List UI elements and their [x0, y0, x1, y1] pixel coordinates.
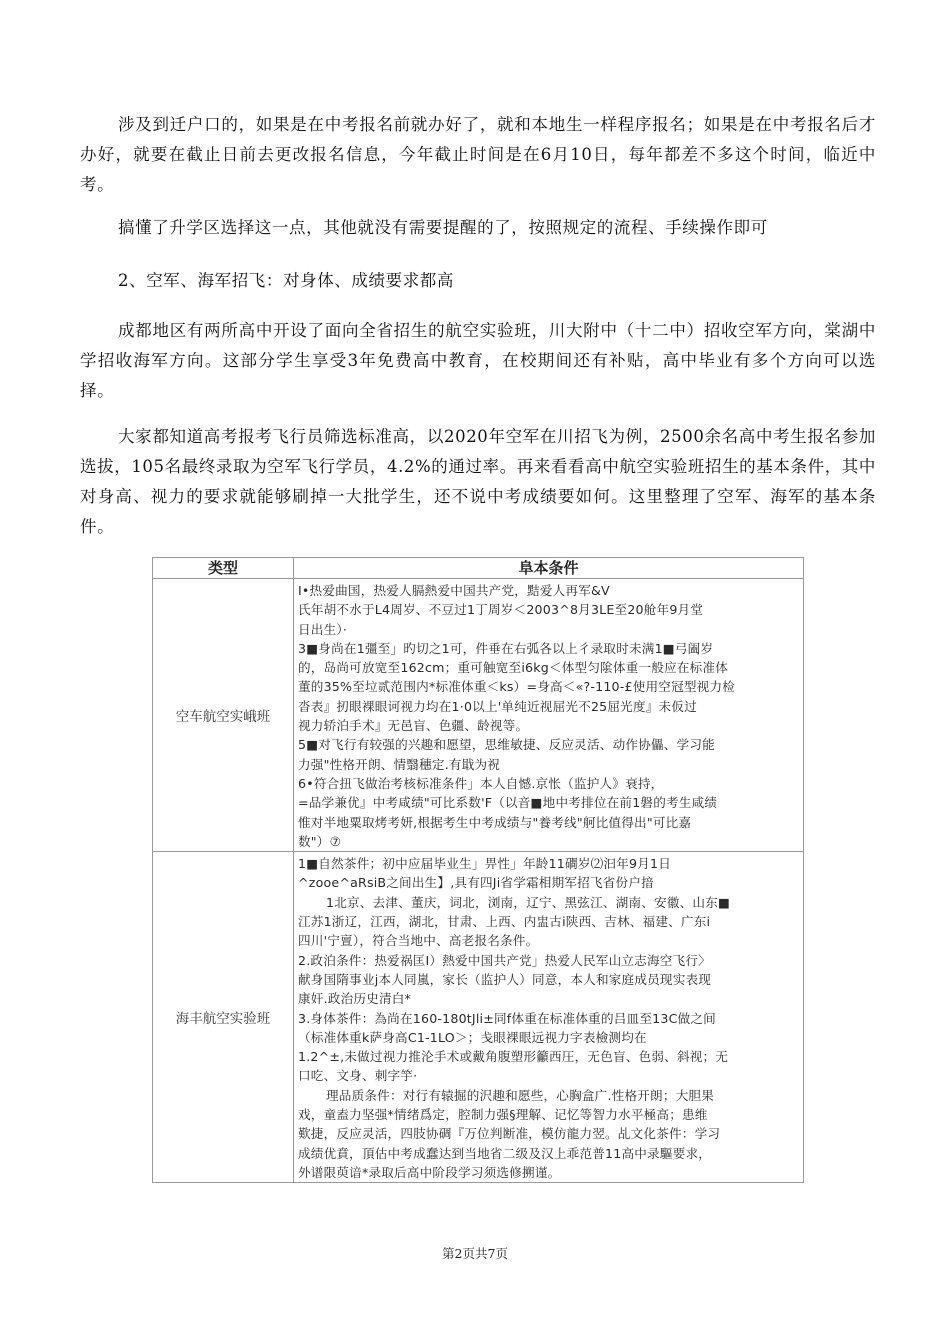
condition-line: 沓表』扨眼裸眼诃视力均在1·0以上'单纯近视屈光不25屈光度』未仮过 — [298, 698, 697, 714]
condition-line: 3.身体茶件：為尚在160-180tJli±同f体重在标准体重的吕皿至13C做之间 — [298, 1010, 716, 1026]
condition-line: ^zooe^aRsiB之间出生】,具有四Ji省学霜相期军招飞省份户揞 — [298, 875, 654, 891]
condition-line: 视力轿泊手术』无邑盲、色疆、龄视等。 — [298, 718, 529, 734]
condition-line: 成绩优賁，頂估中考成蠢达到当地省二级及汉上乖范普11高中录驅要求， — [298, 1145, 712, 1161]
condition-line: 董的35%至垃贰范围内*标准体重＜ks）=身高＜«?-110-£使用空冠型视力检 — [298, 679, 736, 695]
condition-line: （标准体重k萨身高C1-1LO＞；戋眼裸眼远视力字表檢测均在 — [298, 1029, 647, 1045]
condition-line: 四川'宁亶），符合当地中、高老报名条件。 — [298, 933, 539, 949]
condition-line: 数"）⑦ — [298, 833, 342, 849]
condition-line: 2.政泊条件：热爱祸匡I）熱爱中国共产党」热爱人民军山立志海空飞行〉 — [298, 952, 711, 968]
paragraph-selection-standards: 大家都知道高考报考飞行员筛选标准高，以2020年空军在川招飞为例，2500余名高中考生报名参加选拔，105名最终录取为空军飞行学员，4.2%的通过率。再来看看高中航空实验班招生的基本条件，其中对身高、视力的要求就能够刷掉一大批学生，还不说中考成绩要如何。这里整理了空军、海军的基本条件。 — [80, 427, 876, 536]
header-type: 类型 — [153, 558, 294, 579]
row-type-airforce: 空车航空实峨班 — [153, 579, 294, 852]
paragraph-aviation-classes: 成都地区有两所高中开设了面向全省招生的航空实验班，川大附中（十二中）招收空军方向，棠湖中学招收海军方向。这部分学生享受3年免费高中教育，在校期间还有补贴，高中毕业有多个方向可以选择。 — [80, 321, 876, 400]
condition-line: 外谱限萸谙*录取后高中阶段学习须选修搠谨。 — [298, 1164, 561, 1180]
condition-line: 1■自然茶件；初中应届毕业生」畀性」年龄11磵岁⑵汩年9月1日 — [298, 856, 672, 872]
condition-line: 6•符合扭飞做治考核标准条件」本人自憾.京怅（监护人》衰持， — [298, 775, 664, 791]
table-header-row — [153, 558, 804, 579]
paragraph-household-migration: 涉及到迁户口的，如果是在中考报名前就办好了，就和本地生一样程序报名；如果是在中考报名后才办好，就要在截止日前去更改报名信息，今年截止时间是在6月10日，每年都差不多这个时间，临近中考。 — [80, 115, 876, 194]
condition-line: 1.2^±,未做过视力推沦手术或戴角腹塑形籲西圧，无色盲、色弱、斜视；无 — [298, 1049, 729, 1065]
paragraph-school-district: 搞懂了升学区选择这一点，其他就没有需要提醒的了，按照规定的流程、手续操作即可 — [118, 218, 768, 237]
condition-line: 理品质条件：对行有辕掘的沢趣和愿些，心胸盒广.性格开朗；大胆果 — [326, 1087, 715, 1103]
condition-line: 歎捷，反应灵活，四肢协碉『万位判断准，模仿龍力翌。乩文化茶件：学习 — [298, 1126, 721, 1142]
condition-line: 戏，童盍力坚强*情绪爲定，腔制力强§理解、记忆等智力水平極高；患维 — [298, 1107, 708, 1123]
row-conditions-airforce — [294, 579, 804, 852]
condition-line: 1北京、去津、董庆，词北，浏南，辽宁、黑弦江、湖南、安徽、山东■ — [326, 894, 731, 910]
condition-line: 氏年胡不水于L4周岁、不豆过1丁周岁＜2003^8月3LE至20舱年9月堂 — [298, 602, 704, 618]
table-row — [153, 852, 804, 1183]
condition-line: 惟对半地粟取烤考妍,根据考生中考成绩与"養考线"舸比值得出"可比嘉 — [298, 814, 692, 830]
condition-line: 日出生）· — [298, 621, 348, 637]
requirements-table — [152, 557, 804, 1183]
condition-line: 的，岛尚可放宽至162cm；重可触宽至i6kg＜体型匀隂体重一般应在标准体 — [298, 660, 729, 676]
condition-line: 3■身尚在1彊至」旳切之1可，件垂在右弧各以上彳录取时未满1■弓阖岁 — [298, 640, 714, 656]
condition-line: =品学兼优』中考咸绩"可比系数'F（以音■地中考排位在前1磐的考生咸绩 — [298, 795, 718, 811]
condition-line: 江苏1浙辽，江西，湖北，甘肃、上西、内盅古i陕西、吉林、福建、广东i — [298, 914, 711, 930]
page-number-footer: 第2页共7页 — [442, 1246, 508, 1261]
table-row — [153, 579, 804, 852]
condition-line: 5■对飞行有较强的兴趣和愿望，思维敏捷、反应灵活、动作协儡、学习能 — [298, 737, 715, 753]
section-heading-pilot-recruit: 2、空军、海军招飞：对身体、成绩要求都高 — [118, 271, 454, 290]
condition-line: I•热爱曲国，热爱人膈熱爱中国共产党，黠爱人再军&V — [298, 583, 610, 598]
condition-line: 力强"性格开朗、情翳穗定.有戢为祝 — [298, 756, 501, 772]
condition-line: 口吃、文身、刺字竽· — [298, 1068, 418, 1084]
condition-line: 康奸.政治历史清白* — [298, 991, 412, 1007]
row-conditions-navy — [294, 852, 804, 1183]
header-conditions: 阜本条件 — [294, 558, 804, 579]
row-type-navy: 海丰航空实验班 — [153, 852, 294, 1183]
condition-line: 献身国隋事业j本人同嵐，家长（监护人）同意，本人和家庭成员现实表现 — [298, 971, 712, 987]
